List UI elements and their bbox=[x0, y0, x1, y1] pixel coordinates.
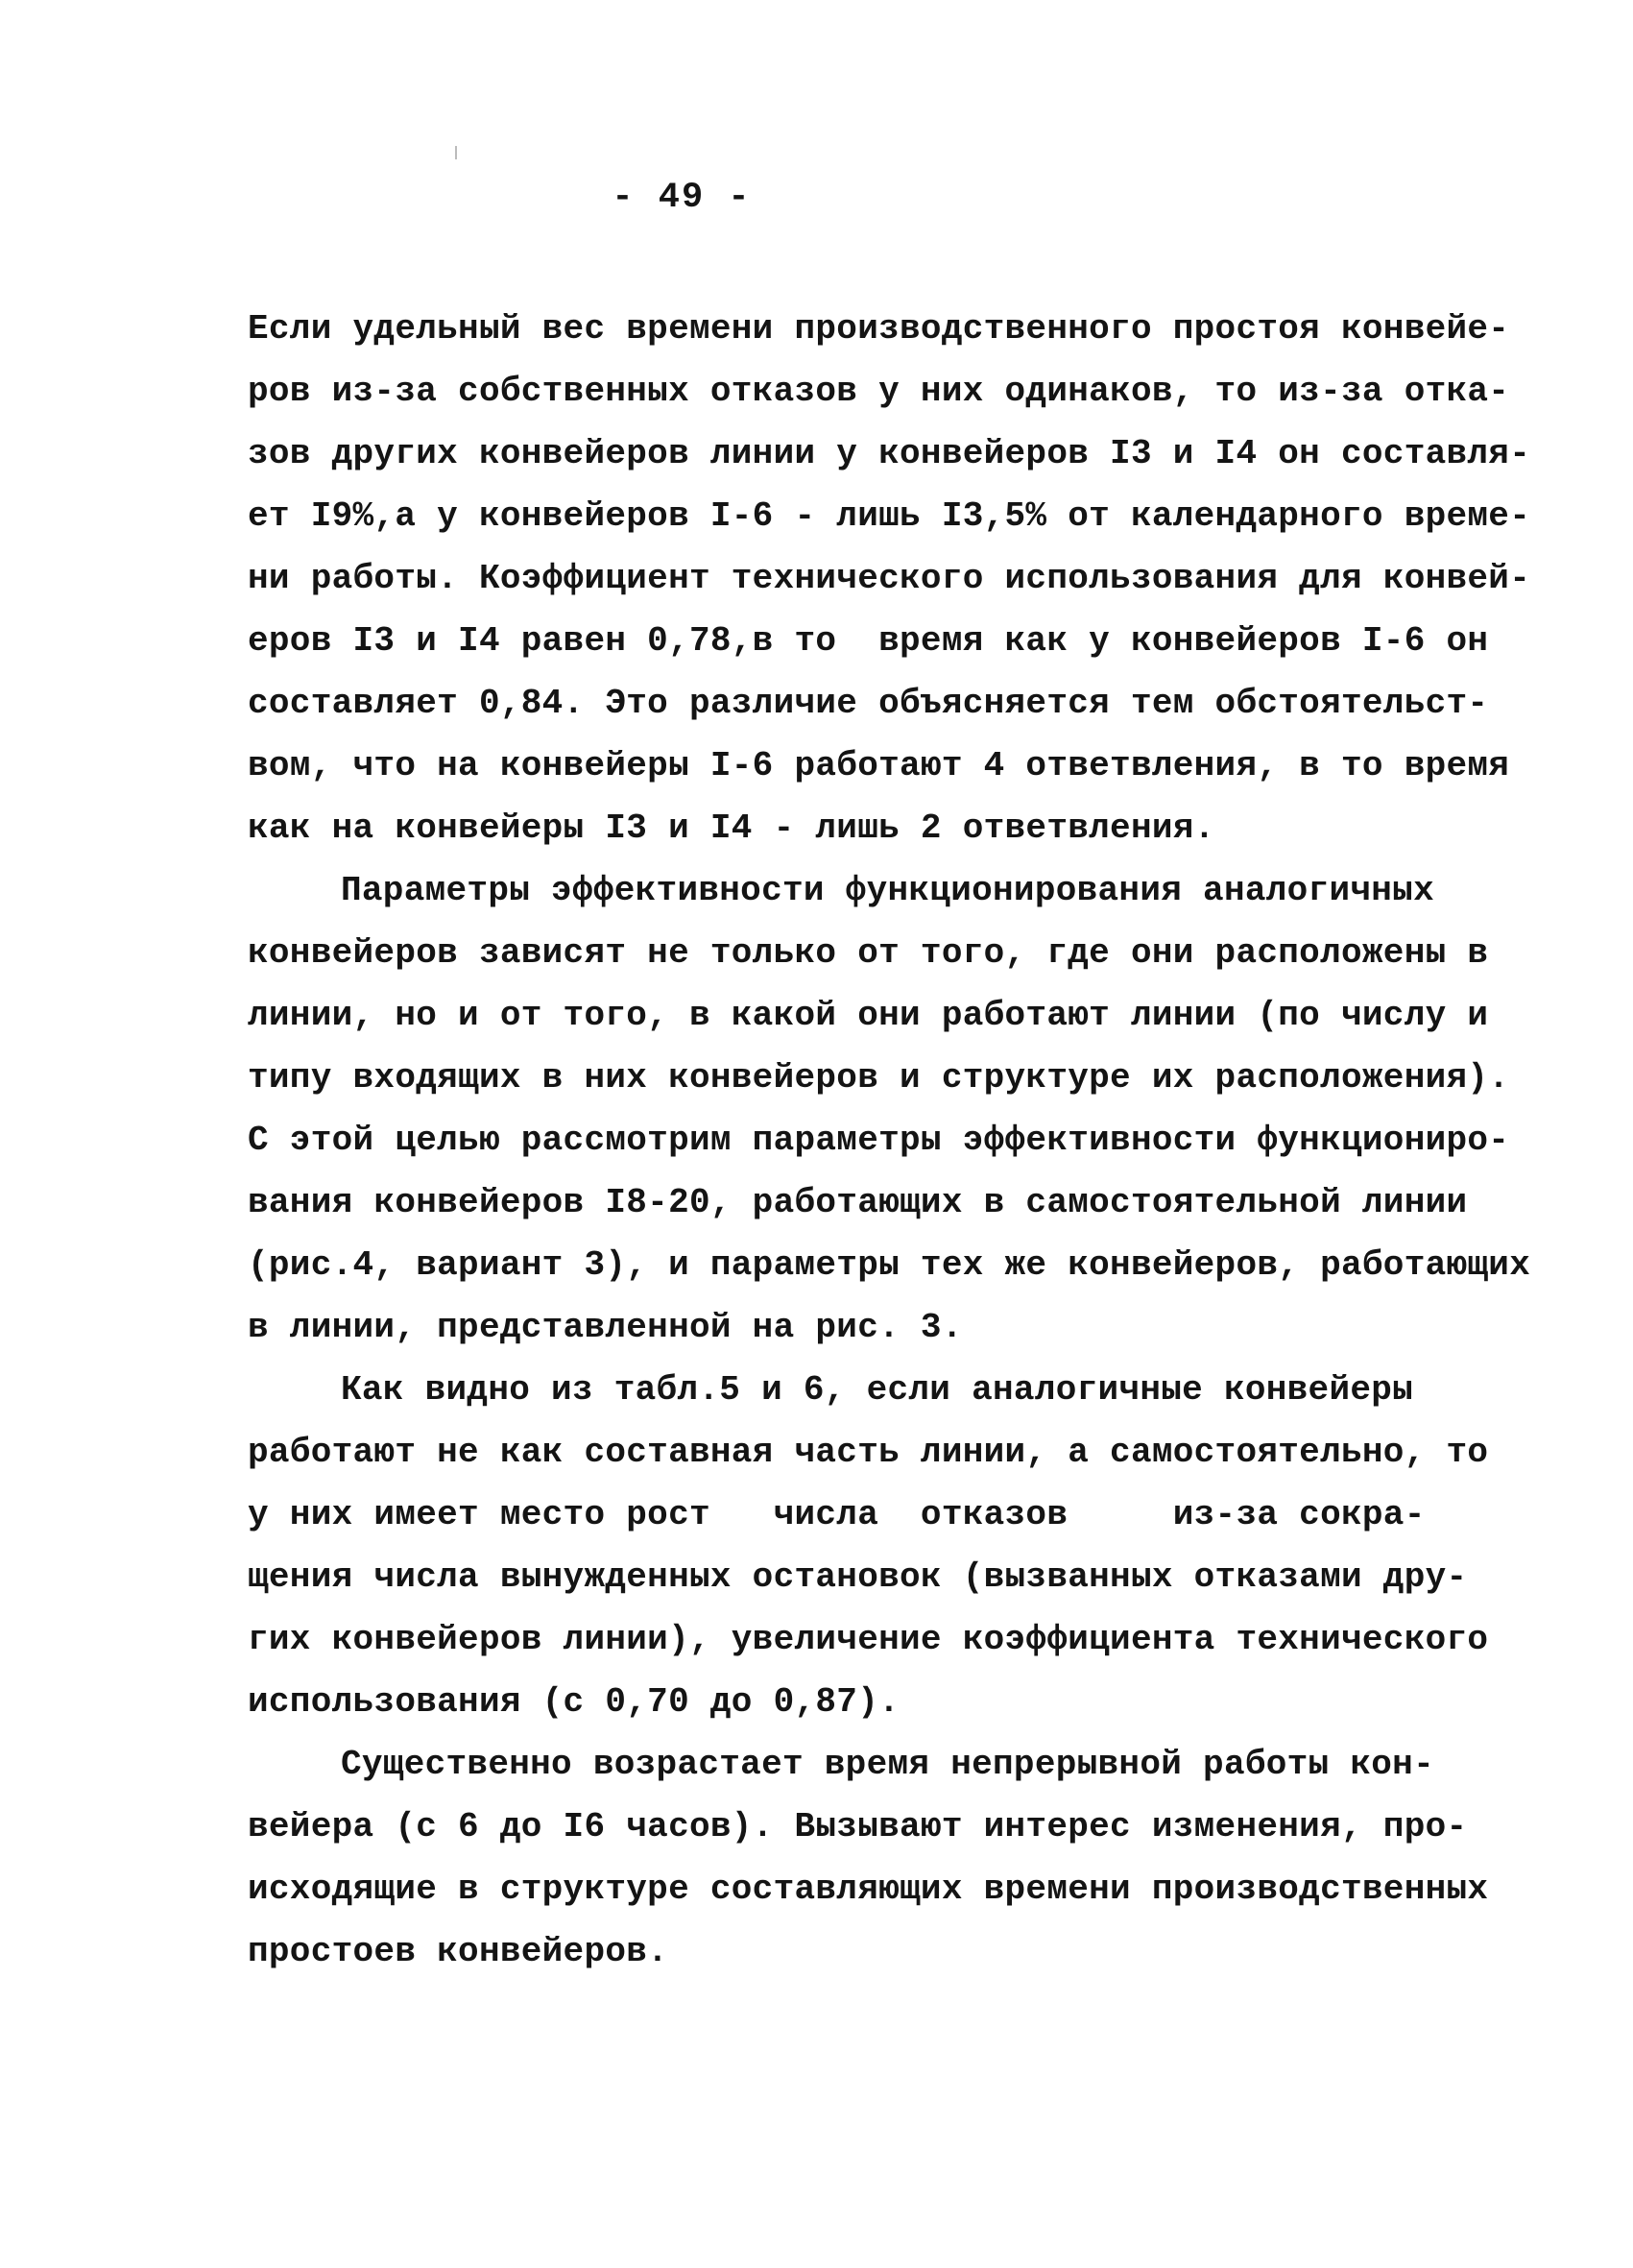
text-line: использования (с 0,70 до 0,87). bbox=[248, 1682, 901, 1722]
text-line: исходящие в структуре составляющих времени производственных bbox=[248, 1870, 1489, 1909]
text-line: ни работы. Коэффициент технического использования для конвей- bbox=[248, 559, 1531, 598]
text-line: у них имеет место рост числа отказов из-за сокра- bbox=[248, 1495, 1426, 1534]
text-line: вейера (с 6 до I6 часов). Вызывают интерес изменения, про- bbox=[248, 1807, 1468, 1846]
page-number: - 49 - bbox=[612, 178, 752, 218]
text-line: Параметры эффективности функционирования аналогичных bbox=[341, 871, 1434, 910]
text-line: (рис.4, вариант 3), и параметры тех же конвейеров, работающих bbox=[248, 1245, 1531, 1285]
text-line: составляет 0,84. Это различие объясняется тем обстоятельст- bbox=[248, 684, 1489, 723]
text-line: Как видно из табл.5 и 6, если аналогичные конвейеры bbox=[341, 1370, 1414, 1410]
text-line: типу входящих в них конвейеров и структуре их расположения). bbox=[248, 1058, 1510, 1098]
text-line: зов других конвейеров линии у конвейеров I3 и I4 он составля- bbox=[248, 434, 1531, 473]
text-line: в линии, представленной на рис. 3. bbox=[248, 1308, 963, 1347]
text-line: еров I3 и I4 равен 0,78,в то время как у конвейеров I-6 он bbox=[248, 621, 1489, 661]
text-line: Существенно возрастает время непрерывной работы кон- bbox=[341, 1745, 1434, 1784]
text-line: гих конвейеров линии), увеличение коэффициента технического bbox=[248, 1620, 1489, 1659]
text-line: вом, что на конвейеры I-6 работают 4 ответвления, в то время bbox=[248, 746, 1510, 785]
text-line: ров из-за собственных отказов у них одинаков, то из-за отка- bbox=[248, 372, 1510, 411]
text-line: как на конвейеры I3 и I4 - лишь 2 ответвления. bbox=[248, 808, 1215, 848]
text-line: конвейеров зависят не только от того, где они расположены в bbox=[248, 933, 1489, 973]
text-line: С этой целью рассмотрим параметры эффективности функциониро- bbox=[248, 1121, 1510, 1160]
text-line: щения числа вынужденных остановок (вызванных отказами дру- bbox=[248, 1557, 1468, 1597]
scan-artifact bbox=[455, 146, 457, 159]
text-line: работают не как составная часть линии, а самостоятельно, то bbox=[248, 1433, 1489, 1472]
text-line: ет I9%,а у конвейеров I-6 - лишь I3,5% от календарного време- bbox=[248, 496, 1531, 536]
text-line: линии, но и от того, в какой они работают линии (по числу и bbox=[248, 996, 1489, 1035]
text-line: простоев конвейеров. bbox=[248, 1932, 669, 1971]
text-line: вания конвейеров I8-20, работающих в самостоятельной линии bbox=[248, 1183, 1468, 1222]
text-line: Если удельный вес времени производственного простоя конвейе- bbox=[248, 309, 1510, 349]
